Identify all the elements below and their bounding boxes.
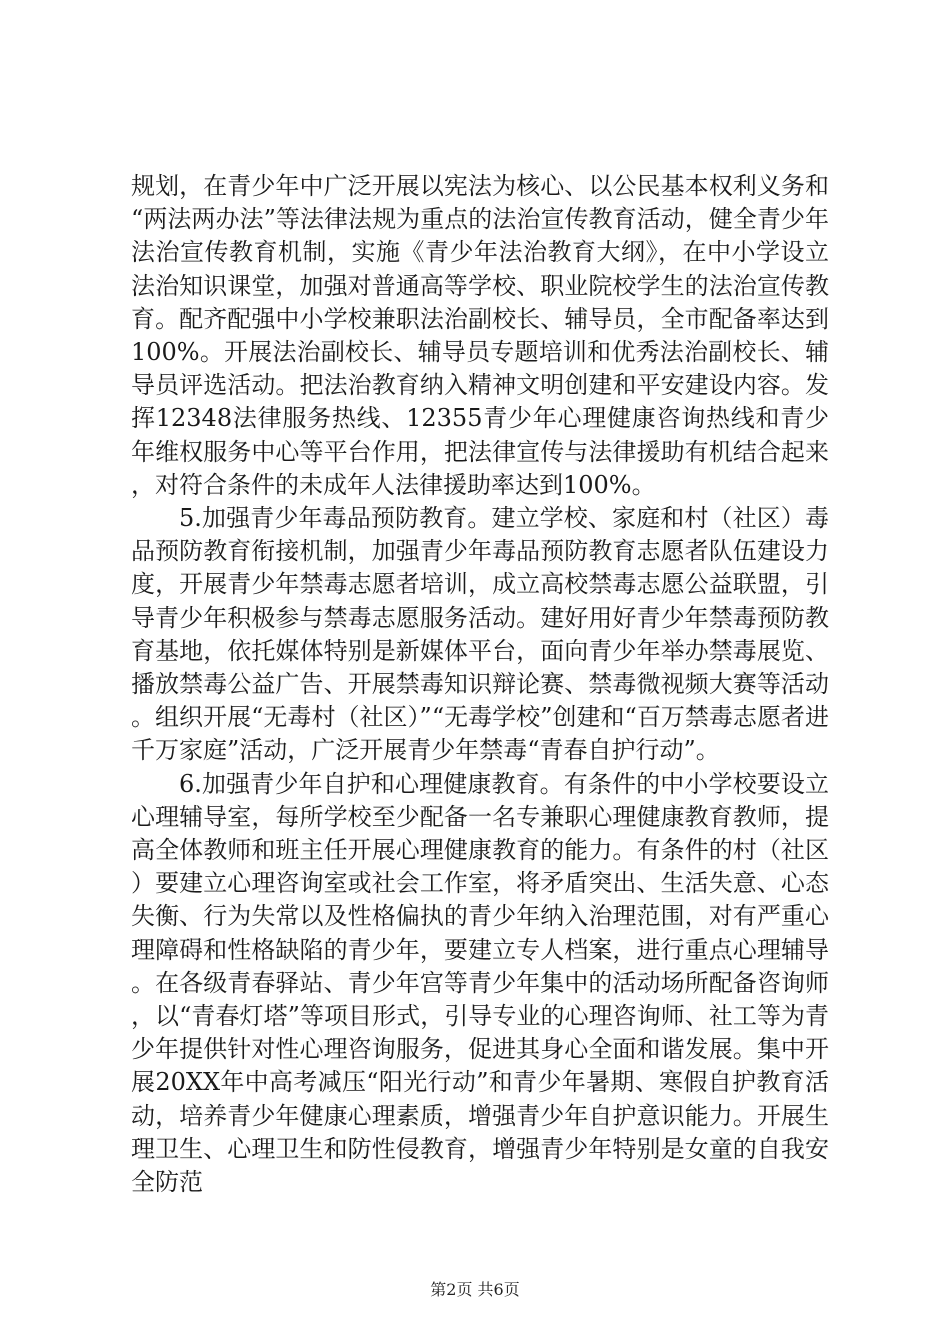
paragraph-mental-health: 6.加强青少年自护和心理健康教育。有条件的中小学校要设立心理辅导室，每所学校至少配备一名专兼职心理健康教育教师，提高全体教师和班主任开展心理健康教育的能力。有条件的村（社区）要建立心理咨询室或社会工作室，将矛盾突出、生活失意、心态失衡、行为失常以及性格偏执的青少年纳入治理范围，对有严重心理障碍和性格缺陷的青少年，要建立专人档案，进行重点心理辅导。在各级青春驿站、青少年宫等青少年集中的活动场所配备咨询师，以“青春灯塔”等项目形式，引导专业的心理咨询师、社工等为青少年提供针对性心理咨询服务，促进其身心全面和谐发展。集中开展20XX年中高考减压“阳光行动”和青少年暑期、寒假自护教育活动，培养青少年健康心理素质，增强青少年自护意识能力。开展生理卫生、心理卫生和防性侵教育，增强青少年特别是女童的自我安全防范 (131, 769, 829, 1197)
page-number-footer: 第2页 共6页 (430, 1280, 520, 1299)
paragraph-legal-education: 规划，在青少年中广泛开展以宪法为核心、以公民基本权利义务和“两法两办法”等法律法规为重点的法治宣传教育活动，健全青少年法治宣传教育机制，实施《青少年法治教育大纲》，在中小学设立法治知识课堂，加强对普通高等学校、职业院校学生的法治宣传教育。配齐配强中小学校兼职法治副校长、辅导员，全市配备率达到100%。开展法治副校长、辅导员专题培训和优秀法治副校长、辅导员评选活动。把法治教育纳入精神文明创建和平安建设内容。发挥12348法律服务热线、12355青少年心理健康咨询热线和青少年维权服务中心等平台作用，把法律宣传与法律援助有机结合起来，对符合条件的未成年人法律援助率达到100%。 (131, 172, 829, 499)
document-body (131, 170, 829, 1199)
paragraph-drug-prevention: 5.加强青少年毒品预防教育。建立学校、家庭和村（社区）毒品预防教育衔接机制，加强青少年毒品预防教育志愿者队伍建设力度，开展青少年禁毒志愿者培训，成立高校禁毒志愿公益联盟，引导青少年积极参与禁毒志愿服务活动。建好用好青少年禁毒预防教育基地，依托媒体特别是新媒体平台，面向青少年举办禁毒展览、播放禁毒公益广告、开展禁毒知识辩论赛、禁毒微视频大赛等活动。组织开展“无毒村（社区）”“无毒学校”创建和“百万禁毒志愿者进千万家庭”活动，广泛开展青少年禁毒“青春自护行动”。 (131, 504, 829, 765)
